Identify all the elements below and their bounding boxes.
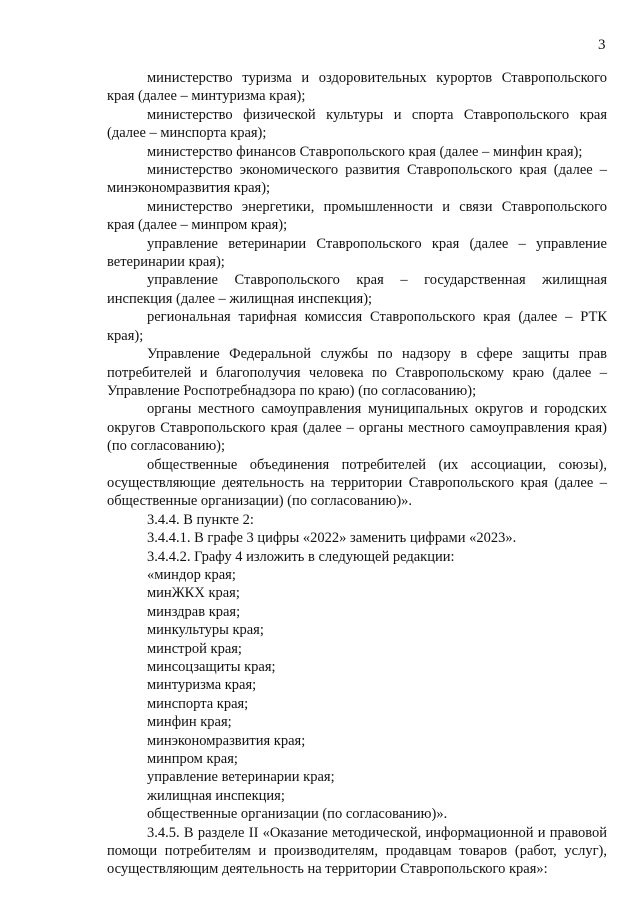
paragraph: общественные объединения потребителей (их ассоциации, союзы), осуществляющие деятельность на территории Ставропольского края (далее – общественные организации) (по согласованию)». [107, 456, 607, 510]
paragraph: министерство энергетики, промышленности и связи Ставропольского края (далее – минпром края); [107, 198, 607, 234]
list-item: жилищная инспекция; [147, 787, 285, 804]
paragraph: управление ветеринарии Ставропольского края (далее – управление ветеринарии края); [107, 235, 607, 271]
paragraph: министерство туризма и оздоровительных курортов Ставропольского края (далее – минтуризма края); [107, 70, 607, 105]
paragraph: 3.4.4.1. В графе 3 цифры «2022» заменить цифрами «2023». [147, 530, 517, 547]
document-body [107, 69, 607, 879]
list-item: минпром края; [147, 751, 238, 768]
page-number: 3 [598, 37, 606, 53]
paragraph: 3.4.4.2. Графу 4 изложить в следующей редакции: [147, 548, 455, 565]
list-item: минспорта края; [147, 695, 249, 712]
paragraph: министерство экономического развития Ставропольского края (далее – минэкономразвития края); [107, 162, 607, 197]
section-heading: 3.4.4. В пункте 2: [147, 511, 254, 528]
paragraph: Управление Федеральной службы по надзору в сфере защиты прав потребителей и благополучия человека по Ставропольскому краю (далее – Управление Роспотребнадзора по краю) (по согласованию); [107, 346, 607, 399]
list-item: управление ветеринарии края; [147, 769, 335, 786]
list-item: общественные организации (по согласованию)». [147, 806, 448, 823]
paragraph: органы местного самоуправления муниципальных округов и городских округов Ставропольского края (далее – органы местного самоуправления края) (по согласованию); [107, 401, 607, 455]
paragraph: министерство финансов Ставропольского края (далее – минфин края); [147, 143, 583, 160]
list-item: минэкономразвития края; [147, 732, 306, 749]
paragraph: региональная тарифная комиссия Ставропольского края (далее – РТК края); [107, 309, 607, 344]
paragraph: управление Ставропольского края – государственная жилищная инспекция (далее – жилищная инспекция); [107, 272, 607, 307]
list-item: минсоцзащиты края; [147, 659, 276, 675]
paragraph: 3.4.5. В разделе II «Оказание методической, информационной и правовой помощи потребителям и производителям, продавцам товаров (работ, услуг), осуществляющим деятельность на территории Ставропольского края»: [107, 824, 607, 878]
authority-list [107, 566, 607, 824]
list-item: минЖКХ края; [147, 585, 240, 602]
list-item: минтуризма края; [147, 677, 257, 694]
list-item: минфин края; [147, 714, 232, 731]
list-item: минкультуры края; [147, 622, 264, 639]
list-item: минздрав края; [147, 603, 241, 620]
paragraph: министерство физической культуры и спорта Ставропольского края (далее – минспорта края); [107, 106, 607, 142]
list-item: минстрой края; [147, 640, 242, 657]
list-item: «миндор края; [147, 566, 236, 583]
